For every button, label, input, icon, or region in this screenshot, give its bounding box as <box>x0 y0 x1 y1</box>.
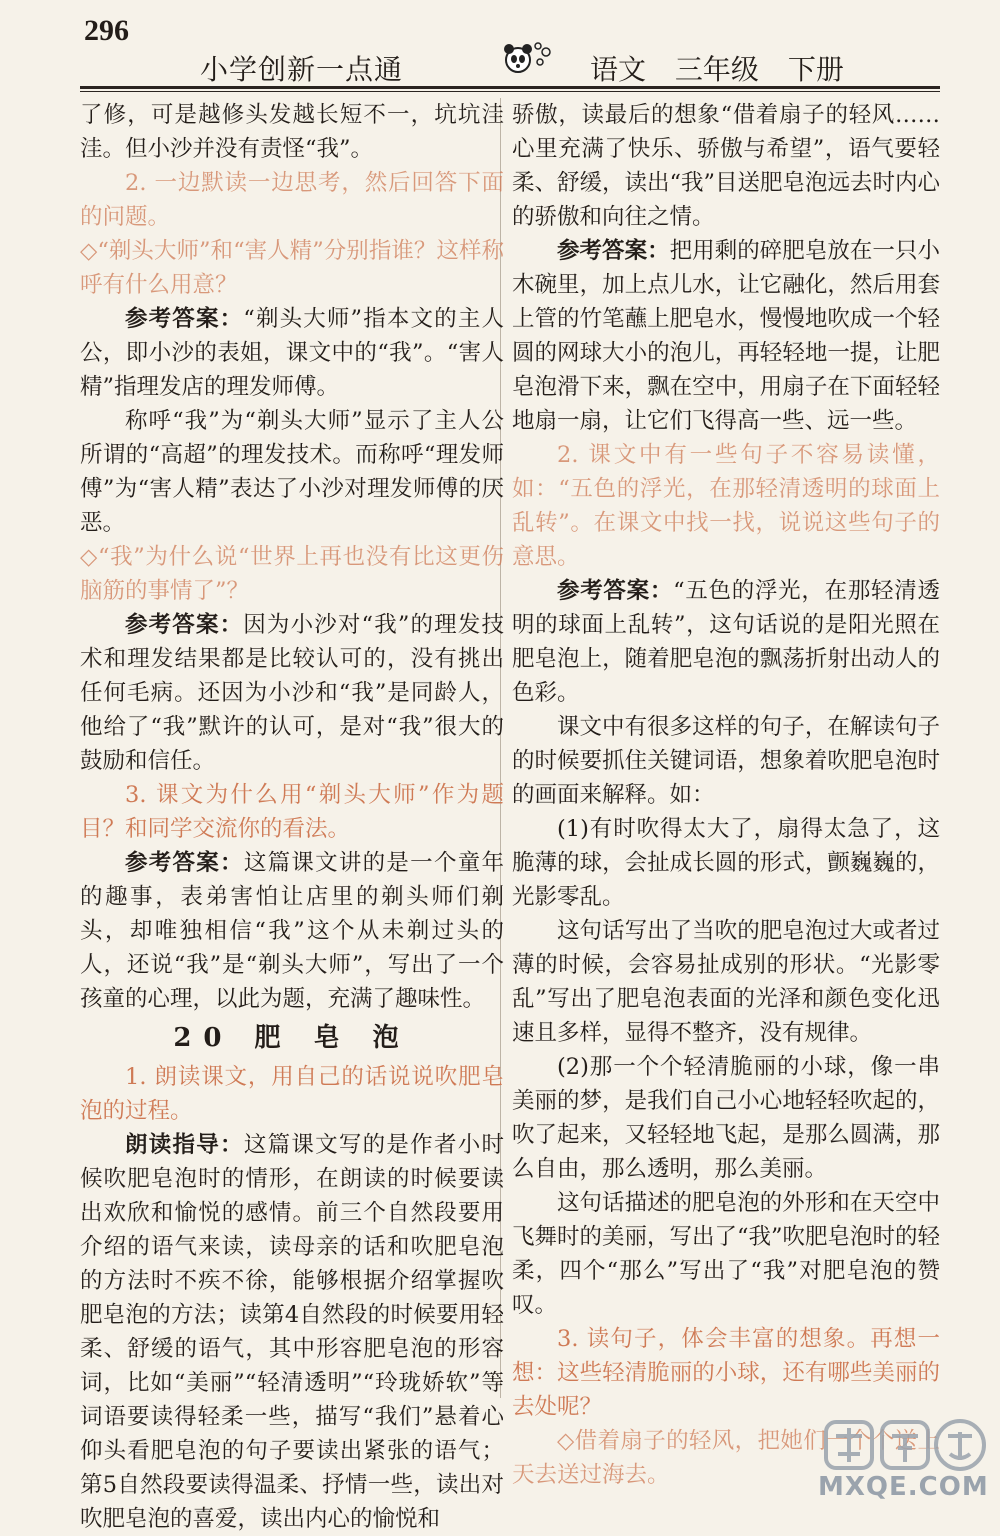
header-subject-info <box>590 48 864 88</box>
left-column <box>80 98 504 1536</box>
book-title: 小学创新一点通 <box>200 53 404 86</box>
panda-cartoon-icon <box>500 36 556 80</box>
guide-paragraph <box>80 1128 504 1536</box>
paragraph: 骄傲，读最后的想象“借着扇子的轻风……心里充满了快乐、骄傲与希望”，语气要轻柔、舒缓，读出“我”目送肥皂泡远去时内心的骄傲和向往之情。 <box>512 102 941 230</box>
question-3: 3. 课文为什么用“剃头大师”作为题目？和同学交流你的看法。 <box>80 782 504 842</box>
header-rule <box>80 86 940 89</box>
grade-label: 三年级 <box>674 53 759 86</box>
answer-paragraph <box>80 608 504 778</box>
answer-text: “五色的浮光，在那轻清透明的球面上乱转”，这句话说的是阳光照在肥皂泡上，随着肥皂泡的飘荡折射出动人的色彩。 <box>512 578 940 706</box>
sub-question: ◇借着扇子的轻风，把她们一个个送上天去送过海去。 <box>512 1428 940 1488</box>
paragraph: 课文中有很多这样的句子，在解读句子的时候要抓住关键词语，想象着吹肥皂泡时的画面来解释。如： <box>512 714 940 808</box>
guide-text: 这篇课文写的是作者小时候吹肥皂泡时的情形，在朗读的时候要读出欢欣和愉悦的感情。前三个自然段要用介绍的语气来读，读母亲的话和吹肥皂泡的方法时不疾不徐，能够根据介绍掌握吹肥皂泡的方法；读第4自然段的时候要用轻柔、舒缓的语气，其中形容肥皂泡的形容词，比如“美丽”“轻清透明”“玲珑娇软”等词语要读得轻柔一些，描写“我们”悬着心仰头看肥皂泡的句子要读出紧张的语气；第5自然段要读得温柔、抒情一些，读出对吹肥皂泡的喜爱，读出内心的愉悦和 <box>80 1132 504 1532</box>
answer-label: 参考答案： <box>125 850 244 876</box>
answer-paragraph <box>80 846 504 1016</box>
question-3: 3. 读句子，体会丰富的想象。再想一想：这些轻清脆丽的小球，还有哪些美丽的去处呢？ <box>512 1326 940 1420</box>
subject-label: 语文 <box>590 53 647 86</box>
sub-question: ◇“剃头大师”和“害人精”分别指谁？这样称呼有什么用意？ <box>80 238 504 298</box>
page-header <box>0 0 1000 96</box>
answer-label: 参考答案： <box>125 306 244 332</box>
answer-text: 这篇课文讲的是一个童年的趣事，表弟害怕让店里的剃头师们剃头，却唯独相信“我”这个从未剃过头的人，还说“我”是“剃头大师”，写出了一个孩童的心理，以此为题，充满了趣味性。 <box>80 850 504 1012</box>
paragraph: (1)有时吹得太大了，扇得太急了，这脆薄的球，会扯成长圆的形式，颤巍巍的，光影零乱。 <box>512 816 940 910</box>
question-1: 1. 朗读课文，用自己的话说说吹肥皂泡的过程。 <box>80 1064 504 1124</box>
guide-label: 朗读指导： <box>125 1132 244 1158</box>
answer-paragraph <box>80 302 504 404</box>
answer-paragraph <box>512 234 940 438</box>
sub-question: ◇“我”为什么说“世界上再也没有比这更伤脑筋的事情了”？ <box>80 544 504 604</box>
paragraph: 称呼“我”为“剃头大师”显示了主人公所谓的“高超”的理发技术。而称呼“理发师傅”为“害人精”表达了小沙对理发师傅的厌恶。 <box>80 408 504 536</box>
volume-label: 下册 <box>787 53 844 86</box>
paragraph: 这句话描述的肥皂泡的外形和在天空中飞舞时的美丽，写出了“我”吹肥皂泡时的轻柔，四个“那么”写出了“我”对肥皂泡的赞叹。 <box>512 1190 941 1318</box>
header-rule-thin <box>80 91 940 92</box>
paragraph: 这句话写出了当吹的肥皂泡过大或者过薄的时候，会容易扯成别的形状。“光影零乱”写出了肥皂泡表面的光泽和颜色变化迅速且多样，显得不整齐，没有规律。 <box>512 918 940 1046</box>
answer-label: 参考答案： <box>125 612 244 638</box>
answer-text: 把用剩的碎肥皂放在一只小木碗里，加上点儿水，让它融化，然后用套上管的竹笔蘸上肥皂水，慢慢地吹成一个轻圆的网球大小的泡儿，再轻轻地一提，让肥皂泡滑下来，飘在空中，用扇子在下面轻轻地扇一扇，让它们飞得高一些、远一些。 <box>512 238 940 434</box>
answer-label: 参考答案： <box>557 578 674 604</box>
paragraph: (2)那一个个轻清脆丽的小球，像一串美丽的梦，是我们自己小心地轻轻吹起的，吹了起来，又轻轻地飞起，是那么圆满，那么自由，那么透明，那么美丽。 <box>512 1054 940 1182</box>
answer-text: “剃头大师”指本文的主人公，即小沙的表姐，课文中的“我”。“害人精”指理发店的理发师傅。 <box>80 306 504 400</box>
answer-text: 因为小沙对“我”的理发技术和理发结果都是比较认可的，没有挑出任何毛病。还因为小沙和“我”是同龄人，他给了“我”默许的认可，是对“我”很大的鼓励和信任。 <box>80 612 504 774</box>
right-column <box>512 98 940 1492</box>
page-number: 296 <box>84 14 129 47</box>
lesson-title: 20 肥 皂 泡 <box>173 1023 411 1053</box>
watermark-text: MXQE.COM <box>818 1472 989 1502</box>
answer-paragraph <box>512 574 940 710</box>
question-2: 2. 一边默读一边思考，然后回答下面的问题。 <box>80 170 504 230</box>
question-2: 2. 课文中有一些句子不容易读懂，如：“五色的浮光，在那轻清透明的球面上乱转”。在课文中找一找，说说这些句子的意思。 <box>512 442 940 570</box>
answer-label: 参考答案： <box>557 238 670 264</box>
paragraph: 了修，可是越修头发越长短不一，坑坑洼洼。但小沙并没有责怪“我”。 <box>80 102 504 162</box>
